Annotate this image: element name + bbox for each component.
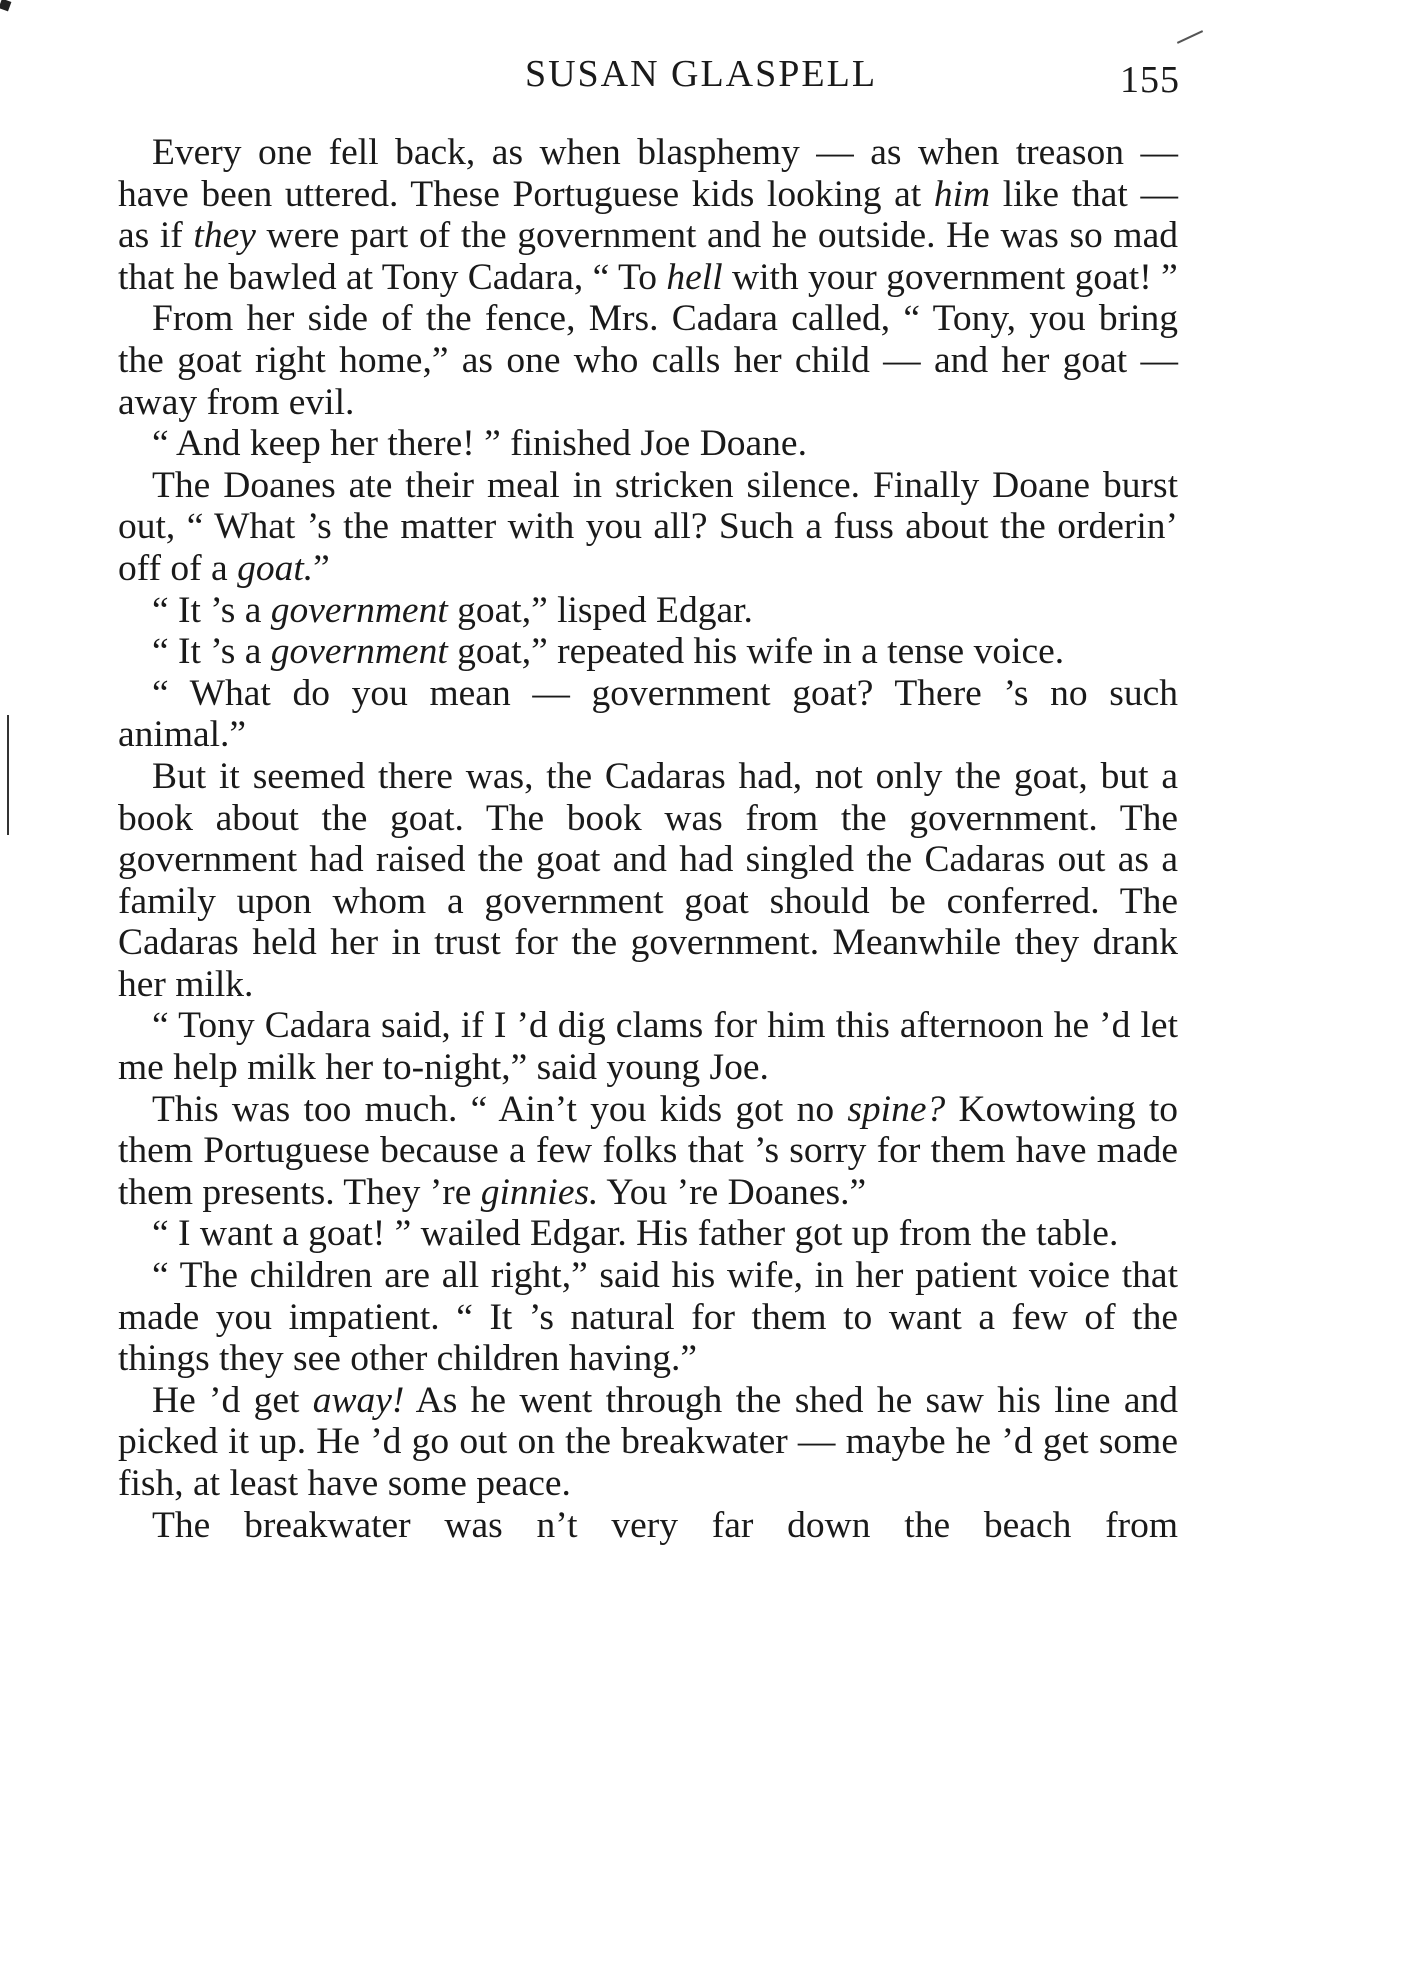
paragraph	[118, 756, 1178, 1006]
text-run: like that — as if	[118, 173, 1178, 257]
italic-run: away!	[312, 1379, 405, 1421]
text-run: with your government goat! ”	[722, 256, 1178, 298]
paragraph	[118, 1213, 1178, 1255]
text-run: As he went through the shed he saw his line and picked it up. He ’d go out on the breakwater — maybe he ’d get some fish, at least have some peace.	[118, 1379, 1178, 1504]
text-run: He ’d get	[152, 1379, 313, 1421]
text-run: “ And keep her there! ” finished Joe Doane.	[152, 423, 807, 465]
italic-run: government	[270, 589, 448, 631]
text-run: This was too much. “ Ain’t you kids got no	[152, 1088, 848, 1130]
page-header	[0, 52, 1402, 112]
text-run: “ I want a goat! ” wailed Edgar. His father got up from the table.	[152, 1213, 1119, 1255]
paragraph	[118, 1505, 1178, 1547]
italic-run: hell	[666, 256, 723, 298]
text-run: Kowtowing to them Portuguese because a few folks that ’s sorry for them have made them presents. They ’re	[118, 1088, 1178, 1213]
text-run: Every one fell back, as when blasphemy — as when treason — have been uttered. These Portuguese kids looking at	[118, 132, 1178, 215]
text-run: But it seemed there was, the Cadaras had, not only the goat, but a book about the goat. The book was from the government. The government had raised the goat and had singled the Cadaras out as a family upon whom a government goat should be conferred. The Cadaras held her in trust for the government. Meanwhile they drank her milk.	[118, 755, 1178, 1005]
running-head: SUSAN GLASPELL	[524, 53, 878, 95]
italic-run: spine?	[847, 1088, 946, 1130]
paragraph	[118, 1005, 1178, 1088]
italic-run: ginnies.	[480, 1171, 599, 1213]
text-run: “ It ’s a	[152, 589, 271, 631]
paragraph	[118, 1255, 1178, 1380]
text-run: The breakwater was n’t very far down the beach from	[152, 1504, 1178, 1546]
text-run: ”	[313, 547, 330, 589]
paragraph	[118, 132, 1178, 298]
italic-run: government	[270, 631, 448, 673]
paragraph	[118, 590, 1178, 632]
body-text	[118, 132, 1178, 1546]
paragraph	[118, 298, 1178, 423]
print-mark-corner	[0, 0, 11, 11]
italic-run: goat.	[237, 547, 314, 589]
italic-run: they	[193, 215, 256, 257]
paragraph	[118, 1089, 1178, 1214]
page-number: 155	[1120, 59, 1180, 101]
paragraph	[118, 631, 1178, 673]
italic-run: him	[933, 173, 991, 215]
text-run: were part of the government and he outside. He was so mad that he bawled at Tony Cadara, “ To	[118, 215, 1178, 298]
paragraph	[118, 1380, 1178, 1505]
text-run: The Doanes ate their meal in stricken silence. Finally Doane burst out, “ What ’s the matter with you all? Such a fuss about the orderin’ off of a	[118, 464, 1178, 589]
paragraph	[118, 423, 1178, 465]
print-mark-tick	[1177, 30, 1203, 44]
paragraph	[118, 673, 1178, 756]
text-run: “ It ’s a	[152, 631, 271, 673]
text-run: goat,” lisped Edgar.	[447, 589, 753, 631]
paragraph	[118, 465, 1178, 590]
text-run: You ’re Doanes.”	[598, 1171, 867, 1213]
text-run: “ What do you mean — government goat? There ’s no such animal.”	[118, 672, 1178, 756]
text-run: “ Tony Cadara said, if I ’d dig clams for him this afternoon he ’d let me help milk her to-night,” said young Joe.	[118, 1005, 1178, 1089]
margin-pencil-line	[7, 715, 9, 835]
text-run: “ The children are all right,” said his wife, in her patient voice that made you impatient. “ It ’s natural for them to want a few of the things they see other children having.”	[118, 1255, 1178, 1380]
text-run: goat,” repeated his wife in a tense voice.	[447, 631, 1065, 673]
text-run: From her side of the fence, Mrs. Cadara called, “ Tony, you bring the goat right home,” as one who calls her child — and her goat — away from evil.	[118, 298, 1178, 423]
